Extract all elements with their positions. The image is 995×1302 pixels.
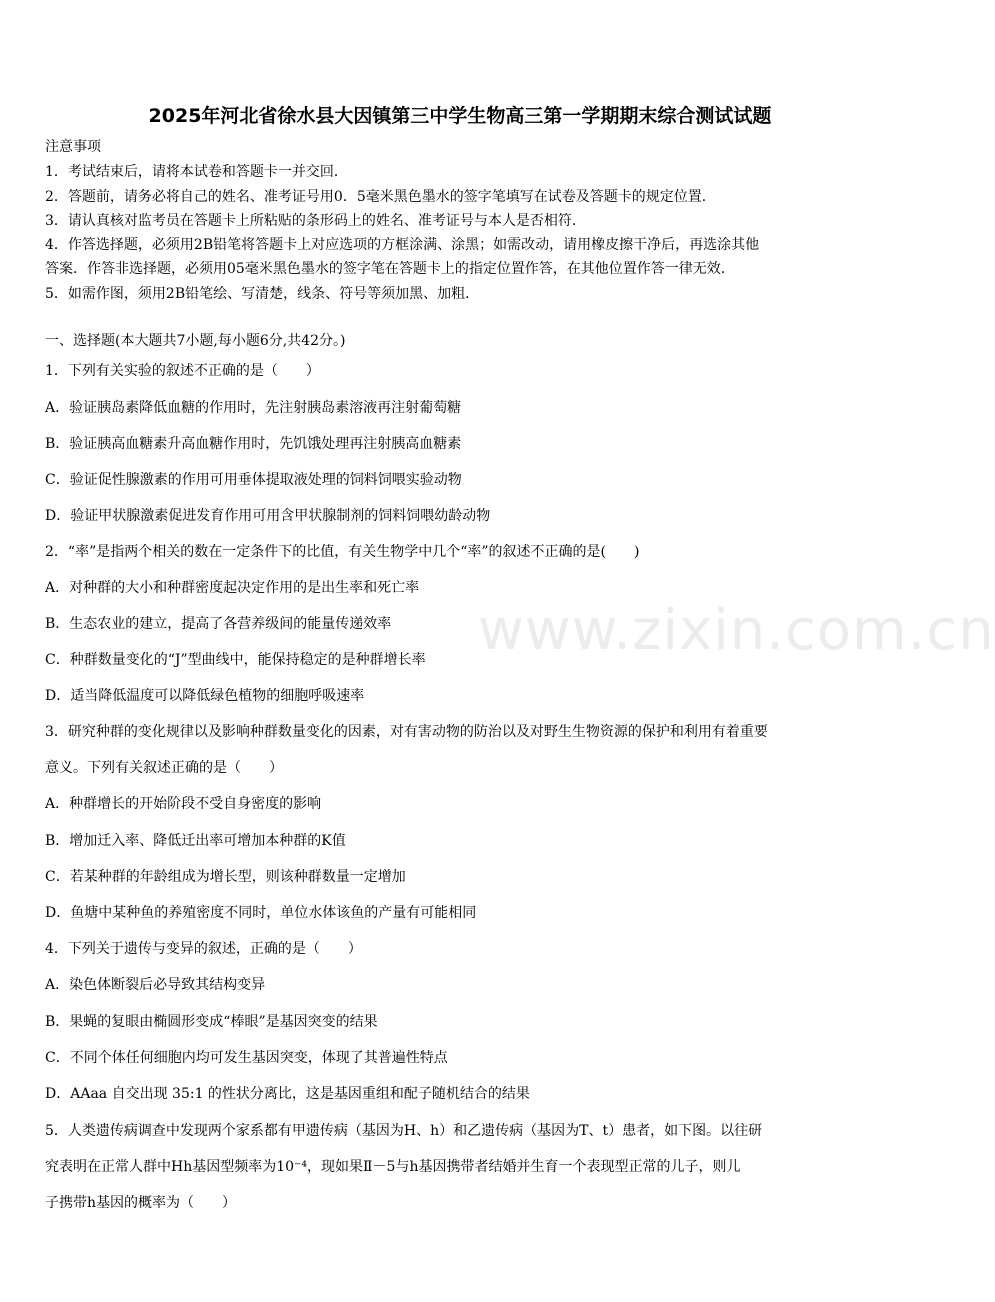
section-heading: 一、选择题(本大题共7小题,每小题6分,共42分。) — [45, 333, 346, 349]
question-3-option-d: D．鱼塘中某种鱼的养殖密度不同时，单位水体该鱼的产量有可能相同 — [45, 905, 477, 921]
question-4-option-b: B．果蝇的复眼由椭圆形变成“棒眼”是基因突变的结果 — [45, 1014, 378, 1030]
question-4-stem: 4．下列关于遗传与变异的叙述，正确的是（ ） — [45, 941, 362, 957]
question-3-stem-line2: 意义。下列有关叙述正确的是（ ） — [45, 760, 283, 776]
notice-heading: 注意事项 — [45, 139, 101, 155]
question-2-option-c: C．种群数量变化的“J”型曲线中，能保持稳定的是种群增长率 — [45, 652, 426, 668]
question-2-stem: 2．“率”是指两个相关的数在一定条件下的比值，有关生物学中几个“率”的叙述不正确的是( ) — [45, 544, 640, 560]
notice-item: 答案．作答非选择题，必须用05毫米黑色墨水的签字笔在答题卡上的指定位置作答，在其他位置作答一律无效． — [45, 261, 735, 277]
notice-item: 3．请认真核对监考员在答题卡上所粘贴的条形码上的姓名、准考证号与本人是否相符． — [45, 213, 586, 229]
question-3-option-c: C．若某种群的年龄组成为增长型，则该种群数量一定增加 — [45, 869, 406, 885]
question-5-stem-line2: 究表明在正常人群中Hh基因型频率为10⁻⁴，现如果Ⅱ－5与h基因携带者结婚并生育一个表现型正常的儿子，则儿 — [45, 1159, 741, 1175]
notice-item: 2．答题前，请务必将自己的姓名、准考证号用0．5毫米黑色墨水的签字笔填写在试卷及答题卡的规定位置． — [45, 189, 716, 205]
question-3-stem-line1: 3．研究种群的变化规律以及影响种群数量变化的因素，对有害动物的防治以及对野生生物资源的保护和利用有着重要 — [45, 724, 768, 740]
page-title: 2025年河北省徐水县大因镇第三中学生物高三第一学期期末综合测试试题 — [148, 105, 772, 127]
question-2-option-b: B．生态农业的建立，提高了各营养级间的能量传递效率 — [45, 616, 392, 632]
question-3-option-b: B．增加迁入率、降低迁出率可增加本种群的K值 — [45, 833, 346, 849]
notice-item: 5．如需作图，须用2B铅笔绘、写清楚，线条、符号等须加黑、加粗． — [45, 286, 480, 302]
question-3-option-a: A．种群增长的开始阶段不受自身密度的影响 — [45, 796, 322, 812]
question-1-option-d: D．验证甲状腺激素促进发育作用可用含甲状腺制剂的饲料饲喂幼龄动物 — [45, 508, 491, 524]
question-5-stem-line1: 5．人类遗传病调查中发现两个家系都有甲遗传病（基因为H、h）和乙遗传病（基因为T、t）患者，如下图。以往研 — [45, 1123, 763, 1139]
question-4-option-d: D．AAaa 自交出现 35:1 的性状分离比，这是基因重组和配子随机结合的结果 — [45, 1086, 530, 1102]
notice-item: 1．考试结束后，请将本试卷和答题卡一并交回． — [45, 164, 348, 180]
question-4-option-a: A．染色体断裂后必导致其结构变异 — [45, 977, 266, 993]
notice-item: 4．作答选择题，必须用2B铅笔将答题卡上对应选项的方框涂满、涂黑；如需改动，请用橡皮擦干净后，再选涂其他 — [45, 237, 760, 253]
question-2-option-d: D．适当降低温度可以降低绿色植物的细胞呼吸速率 — [45, 688, 365, 704]
question-1-option-a: A．验证胰岛素降低血糖的作用时，先注射胰岛素溶液再注射葡萄糖 — [45, 400, 462, 416]
question-1-option-b: B．验证胰高血糖素升高血糖作用时，先饥饿处理再注射胰高血糖素 — [45, 436, 462, 452]
question-5-stem-line3: 子携带h基因的概率为（ ） — [45, 1195, 237, 1211]
question-1-stem: 1．下列有关实验的叙述不正确的是（ ） — [45, 363, 320, 379]
question-1-option-c: C．验证促性腺激素的作用可用垂体提取液处理的饲料饲喂实验动物 — [45, 472, 462, 488]
question-2-option-a: A．对种群的大小和种群密度起决定作用的是出生率和死亡率 — [45, 580, 420, 596]
question-4-option-c: C．不同个体任何细胞内均可发生基因突变，体现了其普遍性特点 — [45, 1050, 448, 1066]
watermark: www.zixin.com.cn — [478, 598, 995, 663]
